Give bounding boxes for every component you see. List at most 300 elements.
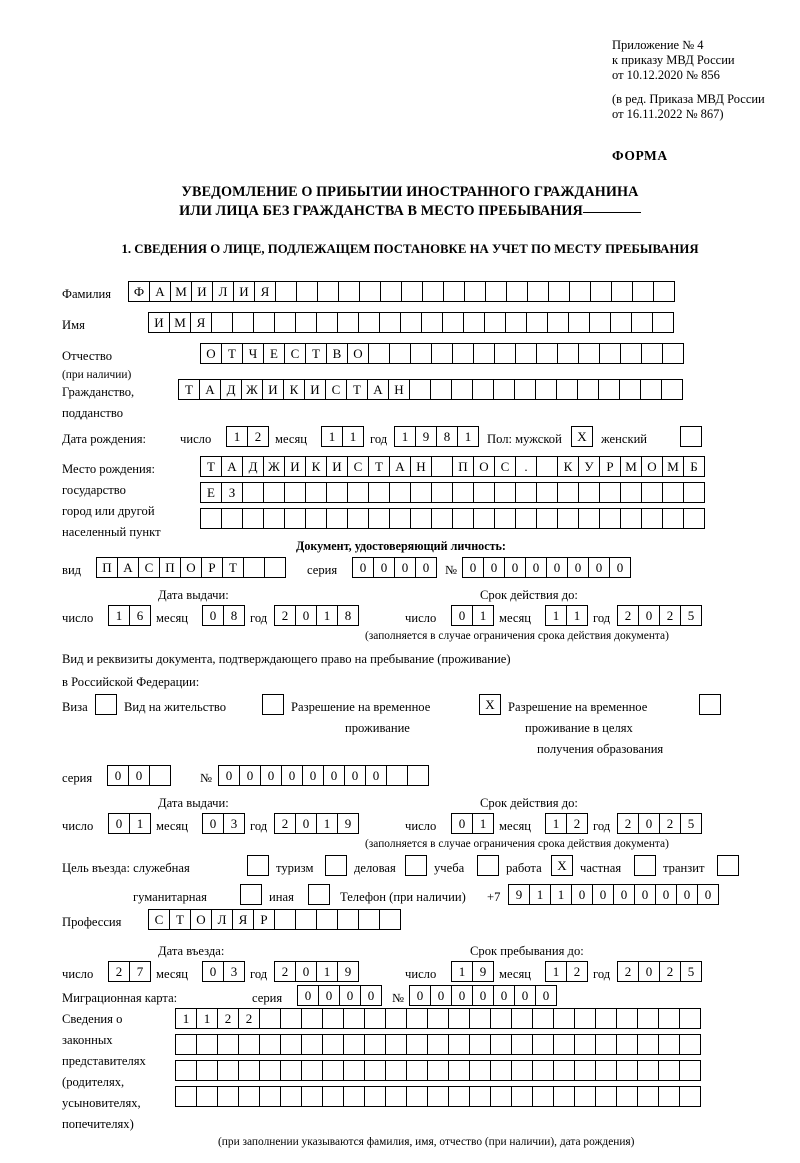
field-permit-valid-year[interactable] <box>617 813 701 834</box>
form-cell[interactable] <box>578 482 600 503</box>
form-cell[interactable]: 0 <box>451 985 473 1006</box>
field-doc-issue-day[interactable] <box>108 605 150 626</box>
form-cell[interactable] <box>317 281 339 302</box>
field-phone[interactable] <box>508 884 718 905</box>
form-cell[interactable] <box>358 909 380 930</box>
form-cell[interactable]: 0 <box>295 961 317 982</box>
form-cell[interactable] <box>490 1060 512 1081</box>
form-cell[interactable] <box>574 1008 596 1029</box>
form-cell[interactable]: Р <box>201 557 223 578</box>
form-cell[interactable]: З <box>221 482 243 503</box>
form-cell[interactable]: 0 <box>462 557 484 578</box>
field-permit-number[interactable] <box>218 765 428 786</box>
form-cell[interactable] <box>364 1034 386 1055</box>
form-cell[interactable] <box>505 312 527 333</box>
form-cell[interactable] <box>427 1008 449 1029</box>
form-cell[interactable] <box>379 909 401 930</box>
form-cell[interactable] <box>280 1086 302 1107</box>
form-cell[interactable] <box>221 508 243 529</box>
checkbox-edu-residence[interactable] <box>699 694 721 715</box>
form-cell[interactable]: И <box>304 379 326 400</box>
form-cell[interactable] <box>406 1008 428 1029</box>
form-cell[interactable] <box>359 281 381 302</box>
field-legal-rep-line3[interactable] <box>175 1060 700 1081</box>
form-cell[interactable] <box>574 1060 596 1081</box>
checkbox-visa[interactable] <box>95 694 117 715</box>
form-cell[interactable]: 2 <box>617 605 639 626</box>
form-cell[interactable] <box>490 1034 512 1055</box>
field-citizenship[interactable] <box>178 379 682 400</box>
form-cell[interactable]: 0 <box>260 765 282 786</box>
form-cell[interactable] <box>536 508 558 529</box>
form-cell[interactable] <box>301 1008 323 1029</box>
checkbox-purpose-service[interactable] <box>247 855 269 876</box>
field-birthplace-line3[interactable] <box>200 508 704 529</box>
form-cell[interactable]: 1 <box>472 605 494 626</box>
form-cell[interactable] <box>343 1086 365 1107</box>
form-cell[interactable] <box>175 1086 197 1107</box>
form-cell[interactable] <box>511 1008 533 1029</box>
form-cell[interactable] <box>595 1008 617 1029</box>
form-cell[interactable] <box>637 1086 659 1107</box>
form-cell[interactable]: 0 <box>535 985 557 1006</box>
form-cell[interactable] <box>641 343 663 364</box>
form-cell[interactable] <box>427 1034 449 1055</box>
form-cell[interactable]: Н <box>388 379 410 400</box>
form-cell[interactable] <box>196 1086 218 1107</box>
form-cell[interactable]: К <box>557 456 579 477</box>
form-cell[interactable] <box>526 312 548 333</box>
form-cell[interactable]: 0 <box>567 557 589 578</box>
form-cell[interactable]: 8 <box>223 605 245 626</box>
form-cell[interactable]: 1 <box>342 426 364 447</box>
form-cell[interactable] <box>431 482 453 503</box>
form-cell[interactable]: К <box>283 379 305 400</box>
form-cell[interactable]: 0 <box>365 765 387 786</box>
form-cell[interactable]: Ф <box>128 281 150 302</box>
form-cell[interactable] <box>494 343 516 364</box>
checkbox-male[interactable]: X <box>571 426 593 447</box>
form-cell[interactable]: С <box>347 456 369 477</box>
form-cell[interactable] <box>343 1034 365 1055</box>
form-cell[interactable] <box>274 312 296 333</box>
form-cell[interactable] <box>511 1034 533 1055</box>
form-cell[interactable] <box>535 379 557 400</box>
form-cell[interactable]: 3 <box>223 813 245 834</box>
checkbox-purpose-transit[interactable] <box>717 855 739 876</box>
form-cell[interactable]: 0 <box>318 985 340 1006</box>
form-cell[interactable] <box>569 281 591 302</box>
form-cell[interactable] <box>343 1008 365 1029</box>
form-cell[interactable]: 1 <box>316 961 338 982</box>
form-cell[interactable] <box>443 281 465 302</box>
form-cell[interactable] <box>631 312 653 333</box>
form-cell[interactable] <box>557 343 579 364</box>
form-cell[interactable] <box>578 508 600 529</box>
form-cell[interactable]: 0 <box>128 765 150 786</box>
form-cell[interactable]: 0 <box>504 557 526 578</box>
form-cell[interactable]: А <box>221 456 243 477</box>
form-cell[interactable]: М <box>169 312 191 333</box>
form-cell[interactable]: 1 <box>129 813 151 834</box>
field-migration-series[interactable] <box>297 985 381 1006</box>
form-cell[interactable]: 9 <box>337 961 359 982</box>
form-cell[interactable]: 0 <box>676 884 698 905</box>
form-cell[interactable] <box>637 1060 659 1081</box>
form-cell[interactable] <box>469 1060 491 1081</box>
form-cell[interactable] <box>511 1060 533 1081</box>
form-cell[interactable] <box>574 1034 596 1055</box>
form-cell[interactable] <box>662 508 684 529</box>
form-cell[interactable] <box>473 343 495 364</box>
form-cell[interactable] <box>620 343 642 364</box>
form-cell[interactable] <box>590 281 612 302</box>
form-cell[interactable]: 0 <box>360 985 382 1006</box>
form-cell[interactable] <box>616 1034 638 1055</box>
form-cell[interactable] <box>568 312 590 333</box>
form-cell[interactable]: 2 <box>659 605 681 626</box>
form-cell[interactable]: 0 <box>638 813 660 834</box>
checkbox-purpose-work[interactable]: X <box>551 855 573 876</box>
form-cell[interactable]: Я <box>232 909 254 930</box>
form-cell[interactable] <box>238 1086 260 1107</box>
form-cell[interactable]: 0 <box>571 884 593 905</box>
form-cell[interactable] <box>611 281 633 302</box>
form-cell[interactable]: Л <box>211 909 233 930</box>
form-cell[interactable] <box>217 1060 239 1081</box>
form-cell[interactable]: Т <box>221 343 243 364</box>
form-cell[interactable] <box>253 312 275 333</box>
form-cell[interactable] <box>263 508 285 529</box>
form-cell[interactable] <box>389 482 411 503</box>
form-cell[interactable]: 0 <box>493 985 515 1006</box>
form-cell[interactable] <box>196 1060 218 1081</box>
form-cell[interactable]: 0 <box>514 985 536 1006</box>
form-cell[interactable] <box>385 1008 407 1029</box>
form-cell[interactable] <box>322 1086 344 1107</box>
form-cell[interactable]: 1 <box>472 813 494 834</box>
form-cell[interactable] <box>238 1034 260 1055</box>
form-cell[interactable]: Т <box>169 909 191 930</box>
checkbox-purpose-tourism[interactable] <box>325 855 347 876</box>
form-cell[interactable]: И <box>191 281 213 302</box>
form-cell[interactable]: 0 <box>323 765 345 786</box>
form-cell[interactable] <box>406 1086 428 1107</box>
form-cell[interactable]: 2 <box>108 961 130 982</box>
form-cell[interactable] <box>410 343 432 364</box>
form-cell[interactable] <box>386 765 408 786</box>
form-cell[interactable]: Т <box>368 456 390 477</box>
form-cell[interactable]: 0 <box>451 813 473 834</box>
form-cell[interactable]: 1 <box>316 605 338 626</box>
field-profession[interactable] <box>148 909 400 930</box>
form-cell[interactable]: 2 <box>274 961 296 982</box>
form-cell[interactable] <box>589 312 611 333</box>
form-cell[interactable] <box>389 508 411 529</box>
checkbox-temp-residence[interactable]: X <box>479 694 501 715</box>
checkbox-purpose-other[interactable] <box>308 884 330 905</box>
form-cell[interactable]: 0 <box>525 557 547 578</box>
form-cell[interactable]: С <box>138 557 160 578</box>
field-permit-series[interactable] <box>107 765 170 786</box>
form-cell[interactable] <box>442 312 464 333</box>
form-cell[interactable]: 2 <box>247 426 269 447</box>
field-doc-issue-year[interactable] <box>274 605 358 626</box>
form-cell[interactable] <box>494 482 516 503</box>
form-cell[interactable] <box>338 281 360 302</box>
form-cell[interactable]: М <box>170 281 192 302</box>
form-cell[interactable]: 9 <box>415 426 437 447</box>
field-birth-day[interactable] <box>226 426 268 447</box>
form-cell[interactable]: А <box>199 379 221 400</box>
form-cell[interactable]: 1 <box>196 1008 218 1029</box>
form-cell[interactable] <box>557 508 579 529</box>
field-birthplace-line1[interactable] <box>200 456 704 477</box>
field-entry-month[interactable] <box>202 961 244 982</box>
field-birth-month[interactable] <box>321 426 363 447</box>
field-doc-number[interactable] <box>462 557 630 578</box>
form-cell[interactable]: Ж <box>263 456 285 477</box>
form-cell[interactable]: Ч <box>242 343 264 364</box>
field-stay-year[interactable] <box>617 961 701 982</box>
form-cell[interactable] <box>553 1008 575 1029</box>
form-cell[interactable]: 0 <box>202 961 224 982</box>
form-cell[interactable]: 9 <box>337 813 359 834</box>
form-cell[interactable] <box>515 508 537 529</box>
form-cell[interactable] <box>295 312 317 333</box>
form-cell[interactable] <box>368 508 390 529</box>
form-cell[interactable] <box>452 482 474 503</box>
form-cell[interactable]: 1 <box>550 884 572 905</box>
form-cell[interactable]: С <box>284 343 306 364</box>
field-entry-day[interactable] <box>108 961 150 982</box>
field-doc-valid-year[interactable] <box>617 605 701 626</box>
form-cell[interactable] <box>451 379 473 400</box>
form-cell[interactable]: 1 <box>321 426 343 447</box>
form-cell[interactable] <box>652 312 674 333</box>
form-cell[interactable]: 2 <box>217 1008 239 1029</box>
form-cell[interactable] <box>217 1086 239 1107</box>
form-cell[interactable]: О <box>473 456 495 477</box>
form-cell[interactable]: 0 <box>281 765 303 786</box>
form-cell[interactable]: 0 <box>638 961 660 982</box>
form-cell[interactable] <box>259 1060 281 1081</box>
form-cell[interactable] <box>557 482 579 503</box>
form-cell[interactable] <box>640 379 662 400</box>
form-cell[interactable] <box>364 1008 386 1029</box>
form-cell[interactable]: 0 <box>239 765 261 786</box>
form-cell[interactable]: А <box>149 281 171 302</box>
checkbox-female[interactable] <box>680 426 702 447</box>
form-cell[interactable]: Е <box>200 482 222 503</box>
form-cell[interactable]: 0 <box>472 985 494 1006</box>
form-cell[interactable] <box>506 281 528 302</box>
form-cell[interactable]: П <box>452 456 474 477</box>
form-cell[interactable] <box>658 1060 680 1081</box>
form-cell[interactable] <box>494 508 516 529</box>
field-doc-series[interactable] <box>352 557 436 578</box>
form-cell[interactable]: 0 <box>415 557 437 578</box>
form-cell[interactable] <box>284 482 306 503</box>
form-cell[interactable] <box>295 909 317 930</box>
form-cell[interactable] <box>599 508 621 529</box>
form-cell[interactable]: Т <box>305 343 327 364</box>
form-cell[interactable] <box>448 1060 470 1081</box>
form-cell[interactable] <box>364 1086 386 1107</box>
form-cell[interactable] <box>243 557 265 578</box>
form-cell[interactable]: С <box>325 379 347 400</box>
form-cell[interactable] <box>305 508 327 529</box>
form-cell[interactable] <box>322 1034 344 1055</box>
form-cell[interactable] <box>217 1034 239 1055</box>
form-cell[interactable] <box>368 343 390 364</box>
form-cell[interactable]: 0 <box>218 765 240 786</box>
checkbox-purpose-humanitarian[interactable] <box>240 884 262 905</box>
form-cell[interactable] <box>679 1086 701 1107</box>
form-cell[interactable]: И <box>262 379 284 400</box>
form-cell[interactable] <box>511 1086 533 1107</box>
form-cell[interactable] <box>658 1086 680 1107</box>
form-cell[interactable] <box>653 281 675 302</box>
form-cell[interactable]: 0 <box>202 605 224 626</box>
form-cell[interactable]: О <box>347 343 369 364</box>
form-cell[interactable] <box>337 312 359 333</box>
form-cell[interactable] <box>452 343 474 364</box>
form-cell[interactable]: 0 <box>546 557 568 578</box>
form-cell[interactable]: 0 <box>655 884 677 905</box>
form-cell[interactable] <box>620 508 642 529</box>
form-cell[interactable] <box>200 508 222 529</box>
form-cell[interactable]: 1 <box>316 813 338 834</box>
form-cell[interactable] <box>316 909 338 930</box>
field-name[interactable] <box>148 312 673 333</box>
form-cell[interactable] <box>431 343 453 364</box>
form-cell[interactable] <box>401 281 423 302</box>
form-cell[interactable] <box>485 281 507 302</box>
form-cell[interactable]: О <box>180 557 202 578</box>
form-cell[interactable]: М <box>662 456 684 477</box>
form-cell[interactable] <box>610 312 632 333</box>
form-cell[interactable]: 8 <box>337 605 359 626</box>
form-cell[interactable]: 2 <box>274 813 296 834</box>
form-cell[interactable] <box>400 312 422 333</box>
form-cell[interactable] <box>679 1060 701 1081</box>
form-cell[interactable] <box>263 482 285 503</box>
form-cell[interactable] <box>595 1086 617 1107</box>
form-cell[interactable] <box>641 482 663 503</box>
form-cell[interactable] <box>406 1060 428 1081</box>
checkbox-purpose-study[interactable] <box>477 855 499 876</box>
form-cell[interactable]: 1 <box>566 605 588 626</box>
form-cell[interactable] <box>574 1086 596 1107</box>
form-cell[interactable] <box>347 508 369 529</box>
checkbox-residence-permit[interactable] <box>262 694 284 715</box>
form-cell[interactable]: Ж <box>241 379 263 400</box>
form-cell[interactable]: Т <box>346 379 368 400</box>
form-cell[interactable] <box>238 1060 260 1081</box>
form-cell[interactable]: 1 <box>394 426 416 447</box>
form-cell[interactable]: 0 <box>295 813 317 834</box>
form-cell[interactable] <box>358 312 380 333</box>
form-cell[interactable]: 0 <box>592 884 614 905</box>
form-cell[interactable]: О <box>190 909 212 930</box>
form-cell[interactable]: 1 <box>175 1008 197 1029</box>
field-permit-issue-day[interactable] <box>108 813 150 834</box>
form-cell[interactable]: 0 <box>588 557 610 578</box>
form-cell[interactable] <box>515 482 537 503</box>
form-cell[interactable] <box>490 1086 512 1107</box>
form-cell[interactable] <box>469 1008 491 1029</box>
form-cell[interactable]: М <box>620 456 642 477</box>
form-cell[interactable] <box>464 281 486 302</box>
field-birth-year[interactable] <box>394 426 478 447</box>
form-cell[interactable]: У <box>578 456 600 477</box>
checkbox-purpose-private[interactable] <box>634 855 656 876</box>
form-cell[interactable] <box>275 281 297 302</box>
form-cell[interactable] <box>347 482 369 503</box>
form-cell[interactable]: 0 <box>409 985 431 1006</box>
form-cell[interactable]: 3 <box>223 961 245 982</box>
form-cell[interactable] <box>431 508 453 529</box>
form-cell[interactable] <box>532 1086 554 1107</box>
field-doc-type[interactable] <box>96 557 285 578</box>
form-cell[interactable] <box>469 1034 491 1055</box>
form-cell[interactable]: 1 <box>451 961 473 982</box>
form-cell[interactable]: 2 <box>617 961 639 982</box>
form-cell[interactable] <box>463 312 485 333</box>
form-cell[interactable] <box>620 482 642 503</box>
form-cell[interactable]: . <box>515 456 537 477</box>
form-cell[interactable] <box>473 508 495 529</box>
form-cell[interactable]: А <box>367 379 389 400</box>
form-cell[interactable] <box>553 1060 575 1081</box>
form-cell[interactable]: 0 <box>613 884 635 905</box>
form-cell[interactable] <box>242 482 264 503</box>
form-cell[interactable] <box>211 312 233 333</box>
field-patronymic[interactable] <box>200 343 683 364</box>
form-cell[interactable]: 6 <box>129 605 151 626</box>
field-legal-rep-line1[interactable] <box>175 1008 700 1029</box>
form-cell[interactable] <box>410 508 432 529</box>
form-cell[interactable]: Я <box>254 281 276 302</box>
form-cell[interactable] <box>637 1008 659 1029</box>
form-cell[interactable] <box>368 482 390 503</box>
form-cell[interactable]: 0 <box>451 605 473 626</box>
form-cell[interactable] <box>452 508 474 529</box>
form-cell[interactable]: 0 <box>638 605 660 626</box>
form-cell[interactable]: 0 <box>202 813 224 834</box>
form-cell[interactable]: 0 <box>302 765 324 786</box>
form-cell[interactable] <box>431 456 453 477</box>
form-cell[interactable] <box>484 312 506 333</box>
form-cell[interactable]: П <box>159 557 181 578</box>
field-permit-valid-month[interactable] <box>545 813 587 834</box>
form-cell[interactable] <box>242 508 264 529</box>
form-cell[interactable]: 0 <box>344 765 366 786</box>
form-cell[interactable] <box>536 456 558 477</box>
field-stay-month[interactable] <box>545 961 587 982</box>
form-cell[interactable] <box>430 379 452 400</box>
form-cell[interactable] <box>301 1086 323 1107</box>
field-doc-issue-month[interactable] <box>202 605 244 626</box>
form-cell[interactable] <box>296 281 318 302</box>
form-cell[interactable]: 0 <box>297 985 319 1006</box>
form-cell[interactable]: Я <box>190 312 212 333</box>
checkbox-purpose-business[interactable] <box>405 855 427 876</box>
form-cell[interactable]: 0 <box>107 765 129 786</box>
form-cell[interactable]: 0 <box>295 605 317 626</box>
form-cell[interactable]: 2 <box>566 961 588 982</box>
